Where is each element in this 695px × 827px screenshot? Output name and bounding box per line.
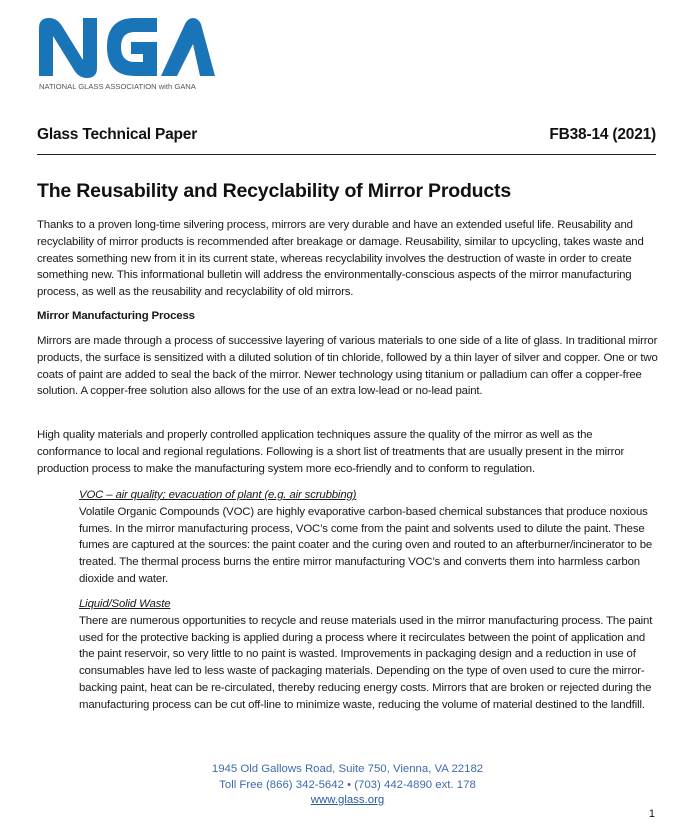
page-title: The Reusability and Recyclability of Mirror Products xyxy=(37,180,511,202)
document-header xyxy=(37,126,656,155)
nga-logo-mark xyxy=(37,14,217,92)
paper-type: Glass Technical Paper xyxy=(37,126,198,143)
treatment-heading: Liquid/Solid Waste xyxy=(79,598,171,610)
treatment-waste xyxy=(79,596,661,714)
section-heading: Mirror Manufacturing Process xyxy=(37,310,195,322)
treatment-heading: VOC – air quality; evacuation of plant (e.g. air scrubbing) xyxy=(79,489,357,501)
treatment-text: There are numerous opportunities to recycle and reuse materials used in the mirror manufacturing process. The paint used for the protective backing is applied during a process where it recirculates between the point of application and the paint reservoir, so very little to no paint is wasted. Improvements in packaging design and a reduction in use of consumables have led to less waste of packaging materials. Depending on the type of oven used to cure the mirror-backing paint, heat can be re-circulated, thereby reducing energy costs. Mirrors that are broken or rejected during the manufacturing process can be cut off-line to minimize waste, reducing the volume of material destined to the landfill. xyxy=(79,614,653,711)
footer xyxy=(0,762,695,809)
treatment-voc xyxy=(79,487,661,588)
quality-paragraph: High quality materials and properly controlled application techniques assure the quality of the mirror as well as the conformance to local and regional regulations. Following is a short list of treatments that are usually present in the mirror production process to make the manufacturing system more eco-friendly and to conform to regulation. xyxy=(37,429,625,475)
page-number: 1 xyxy=(648,808,655,820)
website-link[interactable]: www.glass.org xyxy=(310,794,385,806)
footer-phone: Toll Free (866) 342-5642 • (703) 442-4890 ext. 178 xyxy=(219,778,476,791)
mirrors-paragraph: Mirrors are made through a process of successive layering of various materials to one side of a lite of glass. In traditional mirror products, the surface is sensitized with a diluted solution of tin chloride, followed by a thin layer of silver and copper. One or two coats of paint are added to seal the back of the mirror. Newer technology using titanium or palladium can offer a copper-free solution. A copper-free solution also allows for the use of an extra low-lead or no-lead paint. xyxy=(37,335,658,398)
intro-paragraph: Thanks to a proven long-time silvering process, mirrors are very durable and have an extended useful life. Reusability and recyclability of mirror products is recommended after breakage or damage. Reusability, similar to upcycling, takes waste and creates something new from it in its current state, whereas recyclability involves the destruction of waste in order to create something new. This informational bulletin will address the environmentally-conscious aspects of the mirror manufacturing process, as well as the reusability and recyclability of old mirrors. xyxy=(37,219,644,299)
svg-text:NATIONAL GLASS ASSOCIATION wit: NATIONAL GLASS ASSOCIATION with GANA xyxy=(39,82,196,91)
treatment-text: Volatile Organic Compounds (VOC) are highly evaporative carbon-based chemical substances that produce noxious fumes. In the mirror manufacturing process, VOC’s come from the paint and solvents used to dilute the paint. These fumes are captured at the sources: the paint coater and the curing oven and routed to an afterburner/incinerator to be treated. The thermal process burns the entire mirror manufacturing VOC’s and converts them into harmless carbon dioxide and water. xyxy=(79,505,653,585)
footer-address: 1945 Old Gallows Road, Suite 750, Vienna, VA 22182 xyxy=(211,763,484,775)
nga-logo xyxy=(37,14,217,92)
document-id: FB38-14 (2021) xyxy=(549,126,656,143)
